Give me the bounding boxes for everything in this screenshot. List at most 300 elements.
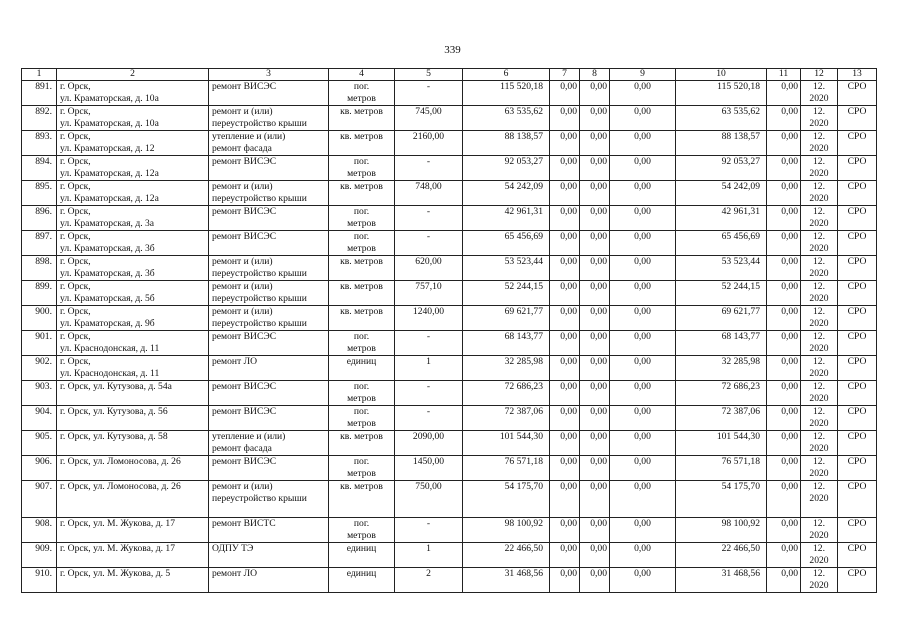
owner-funds-cell: 54 242,09 [676, 181, 767, 206]
total-cost-cell: 52 244,15 [463, 281, 550, 306]
fund-cell: 0,00 [767, 406, 801, 431]
table-row [22, 431, 877, 456]
row-number-cell: 900. [22, 306, 57, 331]
unit-cell-line: метров [347, 167, 376, 179]
deadline-cell-line: 12. [813, 568, 825, 579]
work-type-cell [209, 568, 329, 593]
quantity-cell: - [395, 331, 463, 356]
address-cell-line: г. Орск, [60, 206, 91, 217]
deadline-cell [801, 106, 838, 131]
quantity-cell: 2160,00 [395, 131, 463, 156]
table-row [22, 206, 877, 231]
method-cell: СРО [838, 518, 877, 543]
unit-cell [329, 106, 395, 131]
work-type-cell [209, 306, 329, 331]
work-type-cell [209, 331, 329, 356]
unit-cell [329, 81, 395, 106]
address-cell-line: г. Орск, [60, 106, 91, 117]
address-cell-line: ул. Краматорская, д. 5б [60, 292, 155, 304]
deadline-cell [801, 131, 838, 156]
row-number-cell: 899. [22, 281, 57, 306]
table-row [22, 131, 877, 156]
deadline-cell [801, 518, 838, 543]
work-type-cell-line: ремонт фасада [212, 442, 272, 454]
work-type-cell-line: ремонт и (или) [212, 256, 273, 267]
fund-cell: 0,00 [550, 206, 580, 231]
unit-cell-line: кв. метров [340, 431, 383, 442]
deadline-cell-line: 2020 [809, 492, 829, 504]
total-cost-cell: 31 468,56 [463, 568, 550, 593]
deadline-cell [801, 256, 838, 281]
column-header: 9 [610, 69, 676, 81]
column-header: 6 [463, 69, 550, 81]
address-cell-line: г. Орск, [60, 356, 91, 367]
work-type-cell [209, 206, 329, 231]
fund-cell: 0,00 [580, 543, 610, 568]
work-type-cell-line: переустройство крыши [212, 292, 307, 304]
fund-cell: 0,00 [550, 306, 580, 331]
fund-cell: 0,00 [610, 331, 676, 356]
quantity-cell: 2090,00 [395, 431, 463, 456]
fund-cell: 0,00 [580, 156, 610, 181]
deadline-cell-line: 12. [813, 156, 825, 167]
fund-cell: 0,00 [610, 181, 676, 206]
unit-cell [329, 543, 395, 568]
owner-funds-cell: 98 100,92 [676, 518, 767, 543]
fund-cell: 0,00 [580, 406, 610, 431]
quantity-cell: 748,00 [395, 181, 463, 206]
work-type-cell [209, 456, 329, 481]
total-cost-cell: 32 285,98 [463, 356, 550, 381]
owner-funds-cell: 42 961,31 [676, 206, 767, 231]
unit-cell [329, 306, 395, 331]
address-cell [57, 568, 209, 593]
unit-cell-line: пог. [353, 456, 370, 467]
fund-cell: 0,00 [767, 568, 801, 593]
deadline-cell-line: 12. [813, 206, 825, 217]
method-cell: СРО [838, 543, 877, 568]
address-cell [57, 431, 209, 456]
column-header: 11 [767, 69, 801, 81]
method-cell: СРО [838, 281, 877, 306]
fund-cell: 0,00 [580, 431, 610, 456]
total-cost-cell: 72 387,06 [463, 406, 550, 431]
quantity-cell: 2 [395, 568, 463, 593]
address-cell [57, 131, 209, 156]
deadline-cell-line: 2020 [809, 217, 829, 229]
owner-funds-cell: 76 571,18 [676, 456, 767, 481]
fund-cell: 0,00 [610, 206, 676, 231]
column-header: 1 [22, 69, 57, 81]
fund-cell: 0,00 [550, 518, 580, 543]
work-type-cell [209, 131, 329, 156]
method-cell: СРО [838, 381, 877, 406]
fund-cell: 0,00 [610, 306, 676, 331]
owner-funds-cell: 22 466,50 [676, 543, 767, 568]
unit-cell [329, 431, 395, 456]
column-header: 8 [580, 69, 610, 81]
fund-cell: 0,00 [610, 568, 676, 593]
address-cell-line: ул. Краматорская, д. 3б [60, 242, 155, 254]
work-type-cell [209, 543, 329, 568]
fund-cell: 0,00 [550, 456, 580, 481]
total-cost-cell: 115 520,18 [463, 81, 550, 106]
column-header: 7 [550, 69, 580, 81]
deadline-cell [801, 456, 838, 481]
fund-cell: 0,00 [580, 568, 610, 593]
fund-cell: 0,00 [767, 181, 801, 206]
fund-cell: 0,00 [550, 568, 580, 593]
address-cell-line: ул. Краснодонская, д. 11 [60, 342, 160, 354]
address-cell [57, 331, 209, 356]
method-cell: СРО [838, 231, 877, 256]
deadline-cell-line: 2020 [809, 317, 829, 329]
method-cell: СРО [838, 456, 877, 481]
unit-cell-line: метров [347, 342, 376, 354]
address-cell-line: ул. Краматорская, д. 10а [60, 92, 159, 104]
work-type-cell-line: ремонт и (или) [212, 306, 273, 317]
deadline-cell-line: 12. [813, 81, 825, 92]
address-cell-line: г. Орск, ул. М. Жукова, д. 5 [60, 568, 171, 579]
deadline-cell-line: 12. [813, 306, 825, 317]
fund-cell: 0,00 [550, 543, 580, 568]
unit-cell-line: кв. метров [340, 306, 383, 317]
unit-cell [329, 206, 395, 231]
method-cell: СРО [838, 568, 877, 593]
fund-cell: 0,00 [550, 256, 580, 281]
fund-cell: 0,00 [580, 381, 610, 406]
fund-cell: 0,00 [610, 381, 676, 406]
deadline-cell [801, 431, 838, 456]
deadline-cell-line: 2020 [809, 579, 829, 591]
fund-cell: 0,00 [767, 256, 801, 281]
address-cell-line: г. Орск, [60, 131, 91, 142]
quantity-cell: - [395, 406, 463, 431]
total-cost-cell: 98 100,92 [463, 518, 550, 543]
deadline-cell-line: 12. [813, 131, 825, 142]
work-type-cell-line: ремонт и (или) [212, 481, 273, 492]
table-row [22, 481, 877, 518]
unit-cell [329, 568, 395, 593]
fund-cell: 0,00 [610, 106, 676, 131]
owner-funds-cell: 65 456,69 [676, 231, 767, 256]
fund-cell: 0,00 [610, 543, 676, 568]
address-cell [57, 381, 209, 406]
row-number-cell: 903. [22, 381, 57, 406]
unit-cell-line: кв. метров [340, 481, 383, 492]
deadline-cell [801, 231, 838, 256]
deadline-cell [801, 281, 838, 306]
row-number-cell: 909. [22, 543, 57, 568]
fund-cell: 0,00 [580, 231, 610, 256]
owner-funds-cell: 63 535,62 [676, 106, 767, 131]
address-cell [57, 181, 209, 206]
deadline-cell-line: 2020 [809, 467, 829, 479]
address-cell-line: ул. Краматорская, д. 12 [60, 142, 155, 154]
address-cell-line: г. Орск, [60, 256, 91, 267]
work-type-cell-line: ремонт ВИСЭС [212, 206, 277, 217]
unit-cell-line: метров [347, 467, 376, 479]
unit-cell-line: метров [347, 392, 376, 404]
address-cell-line: г. Орск, [60, 306, 91, 317]
table-row [22, 281, 877, 306]
deadline-cell-line: 12. [813, 106, 825, 117]
address-cell-line: г. Орск, ул. Кутузова, д. 58 [60, 431, 168, 442]
deadline-cell-line: 2020 [809, 142, 829, 154]
work-type-cell-line: переустройство крыши [212, 192, 307, 204]
work-type-cell-line: утепление и (или) [212, 431, 286, 442]
method-cell: СРО [838, 256, 877, 281]
work-type-cell-line: ремонт фасада [212, 142, 272, 154]
total-cost-cell: 69 621,77 [463, 306, 550, 331]
table-row [22, 356, 877, 381]
fund-cell: 0,00 [550, 331, 580, 356]
fund-cell: 0,00 [610, 481, 676, 518]
deadline-cell [801, 81, 838, 106]
quantity-cell: 750,00 [395, 481, 463, 518]
fund-cell: 0,00 [767, 356, 801, 381]
method-cell: СРО [838, 331, 877, 356]
row-number-cell: 895. [22, 181, 57, 206]
address-cell [57, 306, 209, 331]
unit-cell-line: метров [347, 242, 376, 254]
deadline-cell-line: 12. [813, 356, 825, 367]
address-cell [57, 106, 209, 131]
fund-cell: 0,00 [767, 106, 801, 131]
fund-cell: 0,00 [610, 256, 676, 281]
row-number-cell: 906. [22, 456, 57, 481]
fund-cell: 0,00 [610, 81, 676, 106]
fund-cell: 0,00 [550, 181, 580, 206]
deadline-cell [801, 331, 838, 356]
fund-cell: 0,00 [580, 181, 610, 206]
quantity-cell: 745,00 [395, 106, 463, 131]
unit-cell [329, 481, 395, 518]
address-cell [57, 543, 209, 568]
work-type-cell-line: ремонт ВИСТС [212, 518, 276, 529]
fund-cell: 0,00 [610, 456, 676, 481]
owner-funds-cell: 72 686,23 [676, 381, 767, 406]
fund-cell: 0,00 [610, 406, 676, 431]
deadline-cell-line: 12. [813, 518, 825, 529]
fund-cell: 0,00 [550, 231, 580, 256]
owner-funds-cell: 53 523,44 [676, 256, 767, 281]
table-row [22, 181, 877, 206]
unit-cell-line: пог. [353, 156, 370, 167]
fund-cell: 0,00 [610, 518, 676, 543]
unit-cell-line: метров [347, 217, 376, 229]
fund-cell: 0,00 [767, 206, 801, 231]
quantity-cell: 1 [395, 543, 463, 568]
row-number-cell: 901. [22, 331, 57, 356]
work-type-cell-line: ремонт ВИСЭС [212, 406, 277, 417]
total-cost-cell: 72 686,23 [463, 381, 550, 406]
work-type-cell [209, 406, 329, 431]
work-type-cell [209, 181, 329, 206]
row-number-cell: 908. [22, 518, 57, 543]
fund-cell: 0,00 [767, 281, 801, 306]
work-type-cell [209, 106, 329, 131]
row-number-cell: 905. [22, 431, 57, 456]
address-cell-line: г. Орск, [60, 281, 91, 292]
fund-cell: 0,00 [610, 231, 676, 256]
total-cost-cell: 101 544,30 [463, 431, 550, 456]
row-number-cell: 904. [22, 406, 57, 431]
unit-cell-line: единиц [346, 568, 377, 579]
table-row [22, 231, 877, 256]
method-cell: СРО [838, 81, 877, 106]
owner-funds-cell: 101 544,30 [676, 431, 767, 456]
fund-cell: 0,00 [610, 356, 676, 381]
table-row [22, 406, 877, 431]
unit-cell [329, 518, 395, 543]
work-type-cell [209, 231, 329, 256]
address-cell-line: ул. Краснодонская, д. 11 [60, 367, 160, 379]
quantity-cell: 1240,00 [395, 306, 463, 331]
owner-funds-cell: 68 143,77 [676, 331, 767, 356]
fund-cell: 0,00 [767, 331, 801, 356]
column-header: 10 [676, 69, 767, 81]
deadline-cell [801, 406, 838, 431]
address-cell [57, 81, 209, 106]
address-cell-line: г. Орск, [60, 331, 91, 342]
deadline-cell [801, 543, 838, 568]
fund-cell: 0,00 [610, 131, 676, 156]
table-row [22, 256, 877, 281]
deadline-cell-line: 2020 [809, 242, 829, 254]
method-cell: СРО [838, 206, 877, 231]
fund-cell: 0,00 [550, 381, 580, 406]
unit-cell-line: единиц [346, 356, 377, 367]
fund-cell: 0,00 [767, 231, 801, 256]
address-cell-line: г. Орск, ул. Кутузова, д. 56 [60, 406, 168, 417]
work-type-cell-line: ОДПУ ТЭ [212, 543, 254, 554]
fund-cell: 0,00 [580, 281, 610, 306]
address-cell-line: г. Орск, ул. М. Жукова, д. 17 [60, 518, 176, 529]
total-cost-cell: 65 456,69 [463, 231, 550, 256]
fund-cell: 0,00 [580, 356, 610, 381]
table-row [22, 456, 877, 481]
unit-cell-line: пог. [353, 406, 370, 417]
deadline-cell-line: 12. [813, 181, 825, 192]
address-cell-line: г. Орск, [60, 81, 91, 92]
owner-funds-cell: 115 520,18 [676, 81, 767, 106]
fund-cell: 0,00 [580, 306, 610, 331]
fund-cell: 0,00 [550, 156, 580, 181]
deadline-cell-line: 12. [813, 331, 825, 342]
deadline-cell-line: 2020 [809, 554, 829, 566]
unit-cell [329, 356, 395, 381]
work-type-cell-line: ремонт и (или) [212, 281, 273, 292]
deadline-cell-line: 12. [813, 256, 825, 267]
work-type-cell-line: переустройство крыши [212, 317, 307, 329]
table-row [22, 568, 877, 593]
fund-cell: 0,00 [550, 356, 580, 381]
row-number-cell: 898. [22, 256, 57, 281]
deadline-cell [801, 356, 838, 381]
total-cost-cell: 53 523,44 [463, 256, 550, 281]
work-type-cell-line: ремонт ВИСЭС [212, 381, 277, 392]
column-number-row [22, 69, 877, 81]
fund-cell: 0,00 [767, 543, 801, 568]
fund-cell: 0,00 [550, 481, 580, 518]
fund-cell: 0,00 [767, 81, 801, 106]
fund-cell: 0,00 [767, 156, 801, 181]
deadline-cell-line: 2020 [809, 392, 829, 404]
total-cost-cell: 76 571,18 [463, 456, 550, 481]
deadline-cell-line: 12. [813, 381, 825, 392]
fund-cell: 0,00 [550, 81, 580, 106]
fund-cell: 0,00 [580, 81, 610, 106]
address-cell-line: г. Орск, ул. Ломоносова, д. 26 [60, 456, 181, 467]
deadline-cell-line: 2020 [809, 529, 829, 541]
fund-cell: 0,00 [610, 281, 676, 306]
fund-cell: 0,00 [767, 131, 801, 156]
address-cell-line: г. Орск, [60, 231, 91, 242]
deadline-cell [801, 306, 838, 331]
unit-cell [329, 256, 395, 281]
unit-cell [329, 456, 395, 481]
work-type-cell [209, 281, 329, 306]
address-cell-line: ул. Краматорская, д. 10а [60, 117, 159, 129]
address-cell [57, 156, 209, 181]
column-header: 4 [329, 69, 395, 81]
method-cell: СРО [838, 156, 877, 181]
table-row [22, 518, 877, 543]
address-cell-line: г. Орск, ул. Кутузова, д. 54а [60, 381, 172, 392]
table-row [22, 381, 877, 406]
work-type-cell [209, 518, 329, 543]
deadline-cell [801, 206, 838, 231]
row-number-cell: 896. [22, 206, 57, 231]
address-cell-line: ул. Краматорская, д. 12а [60, 167, 159, 179]
unit-cell [329, 181, 395, 206]
unit-cell [329, 281, 395, 306]
address-cell [57, 206, 209, 231]
owner-funds-cell: 54 175,70 [676, 481, 767, 518]
unit-cell [329, 156, 395, 181]
deadline-cell-line: 2020 [809, 292, 829, 304]
address-cell-line: г. Орск, [60, 156, 91, 167]
work-type-cell-line: ремонт и (или) [212, 106, 273, 117]
work-type-cell-line: утепление и (или) [212, 131, 286, 142]
work-type-cell [209, 256, 329, 281]
fund-cell: 0,00 [550, 131, 580, 156]
row-number-cell: 910. [22, 568, 57, 593]
table-row [22, 81, 877, 106]
fund-cell: 0,00 [550, 431, 580, 456]
address-cell-line: г. Орск, ул. М. Жукова, д. 17 [60, 543, 176, 554]
deadline-cell [801, 481, 838, 518]
fund-cell: 0,00 [580, 456, 610, 481]
work-type-cell-line: ремонт ВИСЭС [212, 231, 277, 242]
row-number-cell: 894. [22, 156, 57, 181]
deadline-cell-line: 12. [813, 431, 825, 442]
quantity-cell: - [395, 206, 463, 231]
quantity-cell: 620,00 [395, 256, 463, 281]
work-type-cell-line: ремонт и (или) [212, 181, 273, 192]
unit-cell-line: кв. метров [340, 181, 383, 192]
fund-cell: 0,00 [580, 106, 610, 131]
address-cell [57, 456, 209, 481]
total-cost-cell: 92 053,27 [463, 156, 550, 181]
work-type-cell-line: ремонт ВИСЭС [212, 81, 277, 92]
work-type-cell-line: переустройство крыши [212, 267, 307, 279]
deadline-cell-line: 12. [813, 481, 825, 492]
unit-cell-line: пог. [353, 206, 370, 217]
address-cell-line: г. Орск, ул. Ломоносова, д. 26 [60, 481, 181, 492]
deadline-cell [801, 156, 838, 181]
